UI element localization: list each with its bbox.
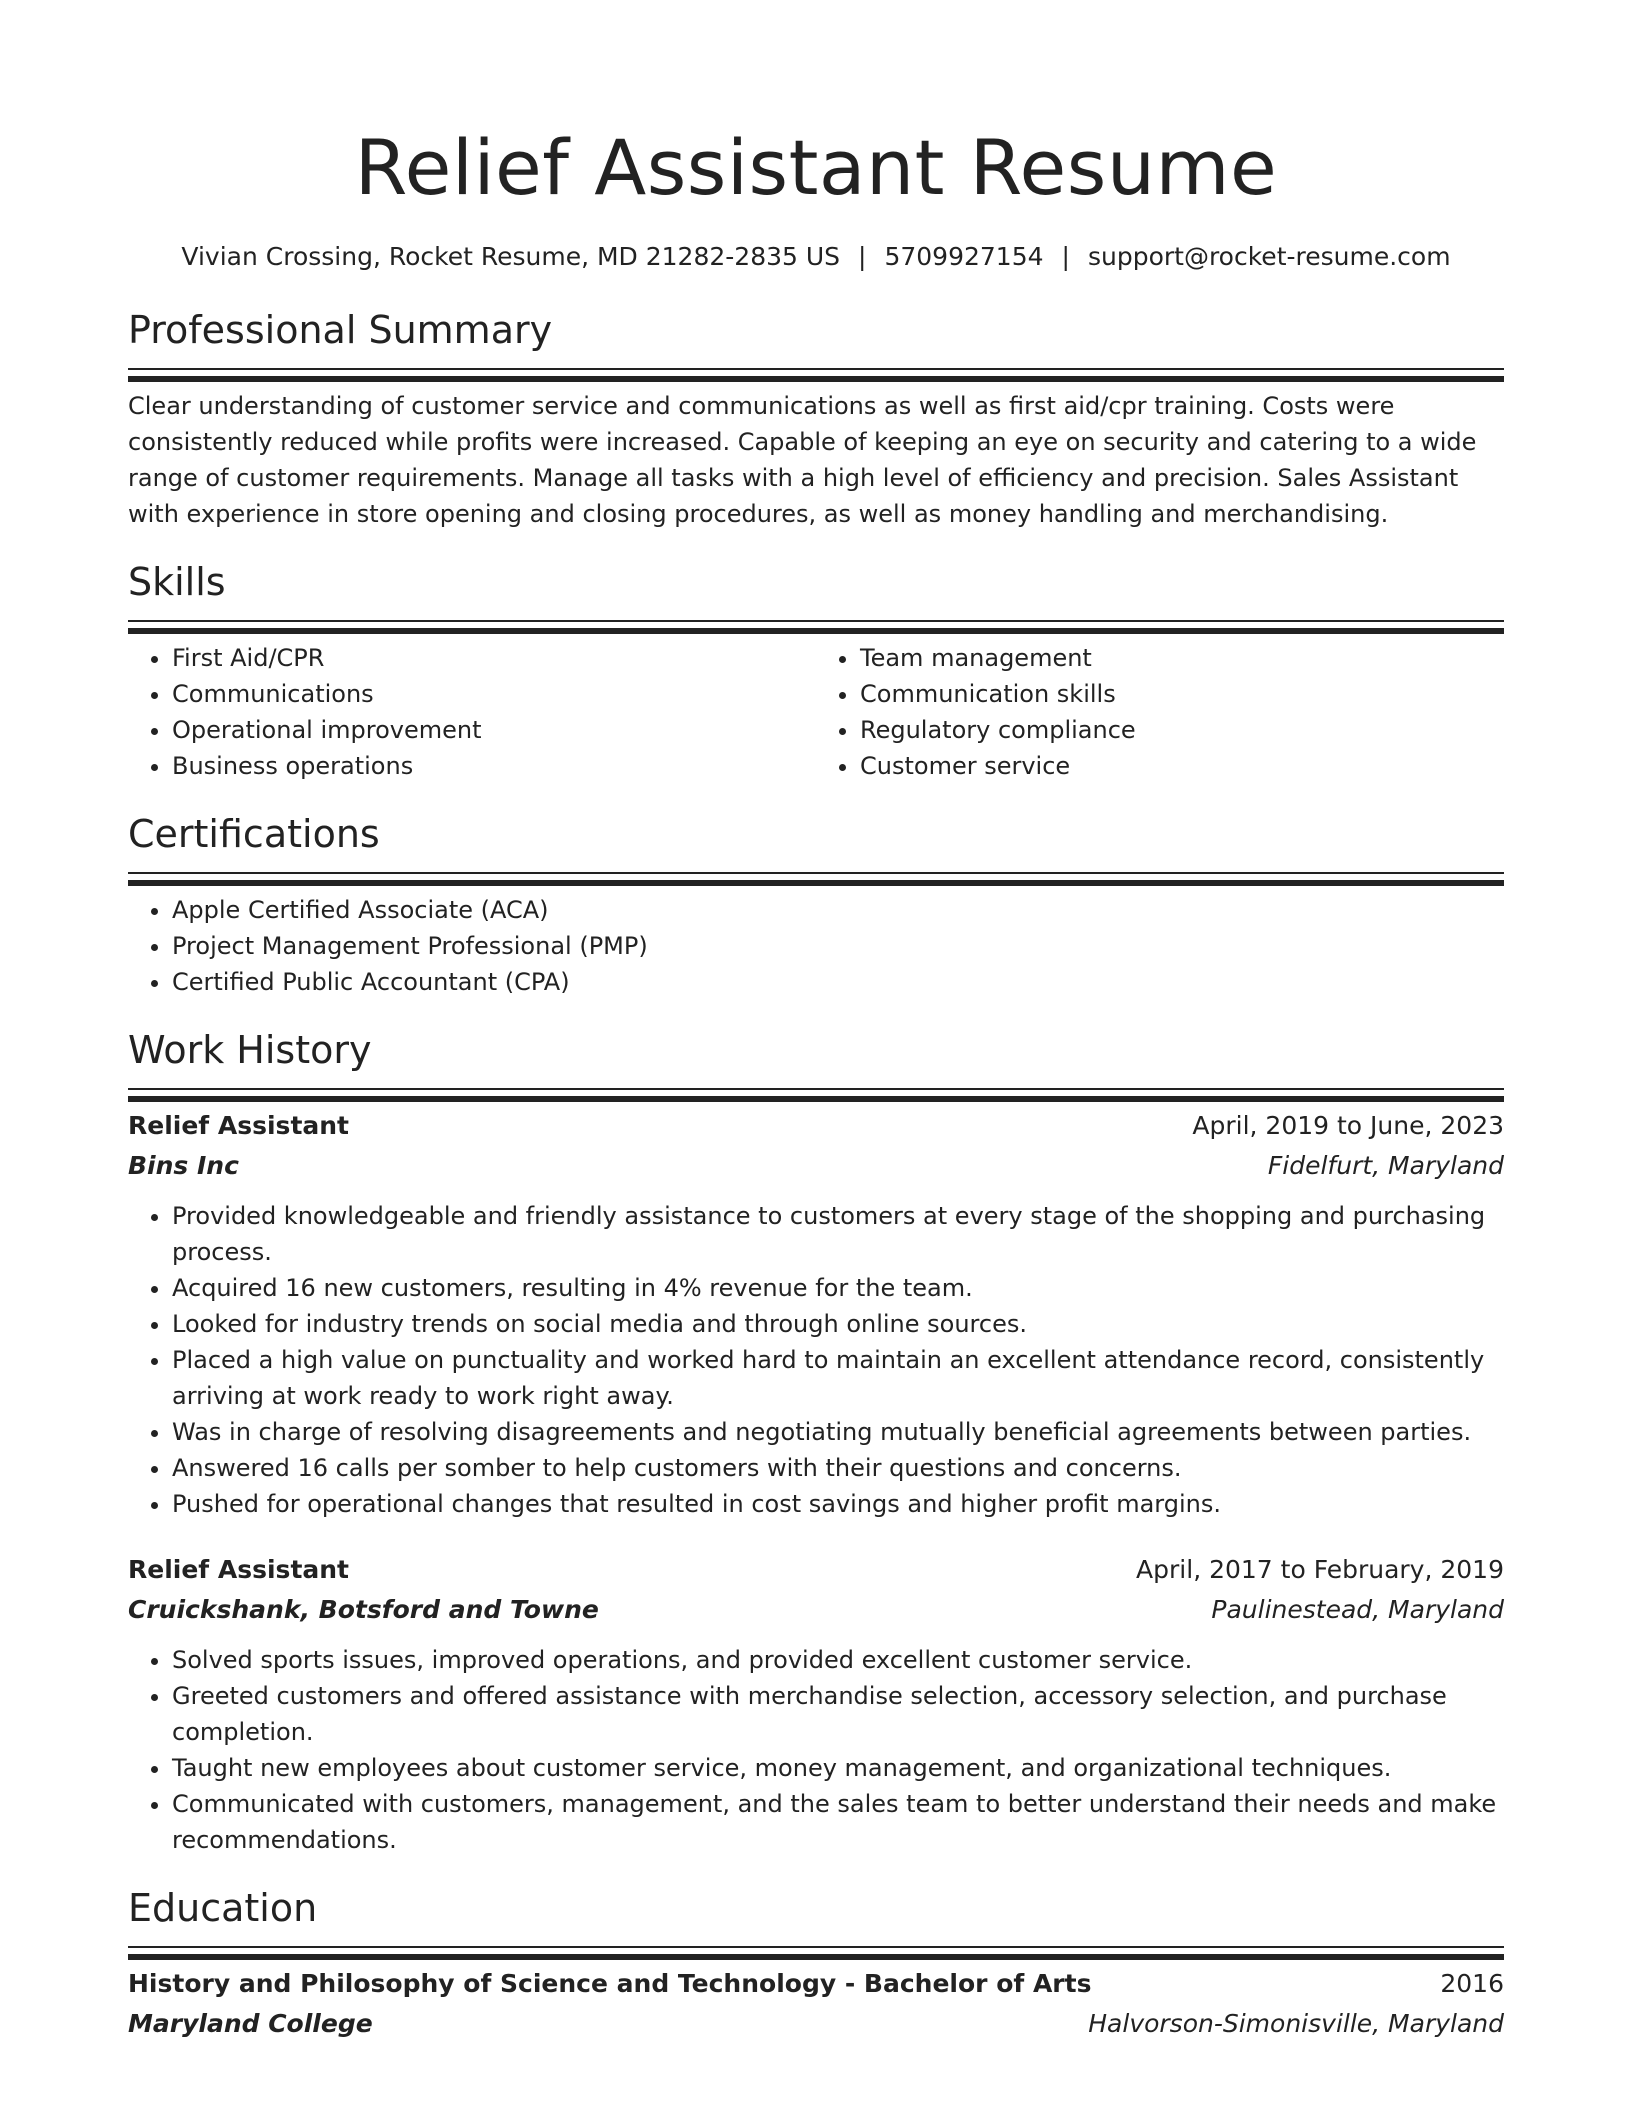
skill-item: • Communication skills (860, 676, 1504, 712)
skills-list-right (816, 640, 1504, 784)
job-title: Relief Assistant (128, 1555, 350, 1584)
contact-separator: | (858, 242, 867, 271)
section-divider (128, 872, 1504, 874)
summary-section (128, 304, 1504, 532)
job-bullet: • Communicated with customers, management, and the sales team to better understand their needs and make recommendations. (172, 1786, 1504, 1858)
education-section (128, 1882, 1504, 2044)
education-school: Maryland College (128, 2009, 373, 2038)
work-history-heading: Work History (128, 1028, 372, 1072)
job-bullet: • Placed a high value on punctuality and worked hard to maintain an excellent attendance record, consistently arriving at work ready to work right away. (172, 1342, 1504, 1414)
job-subheader (128, 1590, 1504, 1630)
section-divider (128, 620, 1504, 622)
section-divider (128, 1946, 1504, 1948)
education-header (128, 1964, 1504, 2004)
skills-heading: Skills (128, 560, 226, 604)
skill-item: • Operational improvement (172, 712, 816, 748)
skills-columns (128, 640, 1504, 784)
skill-item: • Team management (860, 640, 1504, 676)
contact-address: Vivian Crossing, Rocket Resume, MD 21282-2835 US (181, 242, 841, 271)
certifications-section (128, 808, 1504, 1000)
certification-item: • Certified Public Accountant (CPA) (172, 964, 1504, 1000)
job-bullets (128, 1642, 1504, 1858)
skills-section (128, 556, 1504, 784)
contact-separator: | (1061, 242, 1070, 271)
section-divider (128, 368, 1504, 370)
education-heading: Education (128, 1886, 318, 1930)
job-bullet: • Solved sports issues, improved operations, and provided excellent customer service. (172, 1642, 1504, 1678)
education-year: 2016 (1440, 1969, 1504, 1998)
job-subheader (128, 1146, 1504, 1186)
section-divider (128, 1088, 1504, 1090)
job-bullet: • Pushed for operational changes that resulted in cost savings and higher profit margins. (172, 1486, 1504, 1522)
skills-list-left (128, 640, 816, 784)
job-company: Cruickshank, Botsford and Towne (128, 1595, 599, 1624)
job-bullet: • Was in charge of resolving disagreements and negotiating mutually beneficial agreements between parties. (172, 1414, 1504, 1450)
job-dates: April, 2017 to February, 2019 (1136, 1555, 1504, 1584)
job-dates: April, 2019 to June, 2023 (1192, 1111, 1504, 1140)
summary-text: Clear understanding of customer service and communications as well as first aid/cpr training. Costs were consistently reduced while profits were increased. Capable of keeping an eye on security and catering to a wide range of customer requirements. Manage all tasks with a high level of efficiency and precision. Sales Assistant with experience in store opening and closing procedures, as well as money handling and merchandising. (128, 392, 1477, 528)
certifications-list (128, 892, 1504, 1000)
certification-item: • Project Management Professional (PMP) (172, 928, 1504, 964)
resume-title: Relief Assistant Resume (354, 123, 1278, 212)
contact-email: support@rocket-resume.com (1087, 242, 1451, 271)
job-bullets (128, 1198, 1504, 1522)
job-title: Relief Assistant (128, 1111, 350, 1140)
certifications-heading: Certifications (128, 812, 380, 856)
job-bullet: • Greeted customers and offered assistance with merchandise selection, accessory selection, and purchase completion. (172, 1678, 1504, 1750)
education-subheader (128, 2004, 1504, 2044)
education-degree: History and Philosophy of Science and Technology - Bachelor of Arts (128, 1969, 1092, 1998)
skill-item: • First Aid/CPR (172, 640, 816, 676)
skill-item: • Communications (172, 676, 816, 712)
job-bullet: • Looked for industry trends on social media and through online sources. (172, 1306, 1504, 1342)
job-company: Bins Inc (128, 1151, 239, 1180)
skill-item: • Regulatory compliance (860, 712, 1504, 748)
job-entry (128, 1550, 1504, 1858)
job-header (128, 1106, 1504, 1146)
skill-item: • Business operations (172, 748, 816, 784)
job-bullet: • Taught new employees about customer service, money management, and organizational techniques. (172, 1750, 1504, 1786)
certification-item: • Apple Certified Associate (ACA) (172, 892, 1504, 928)
work-history-section (128, 1024, 1504, 1858)
job-header (128, 1550, 1504, 1590)
job-bullet: • Provided knowledgeable and friendly assistance to customers at every stage of the shopping and purchasing process. (172, 1198, 1504, 1270)
summary-heading: Professional Summary (128, 308, 553, 352)
job-bullet: • Acquired 16 new customers, resulting in 4% revenue for the team. (172, 1270, 1504, 1306)
job-location: Fidelfurt, Maryland (1267, 1151, 1504, 1180)
education-location: Halvorson-Simonisville, Maryland (1088, 2009, 1504, 2038)
skill-item: • Customer service (860, 748, 1504, 784)
contact-line (128, 240, 1504, 274)
job-entry (128, 1106, 1504, 1522)
contact-phone: 5709927154 (884, 242, 1044, 271)
job-location: Paulinestead, Maryland (1211, 1595, 1504, 1624)
job-bullet: • Answered 16 calls per somber to help customers with their questions and concerns. (172, 1450, 1504, 1486)
